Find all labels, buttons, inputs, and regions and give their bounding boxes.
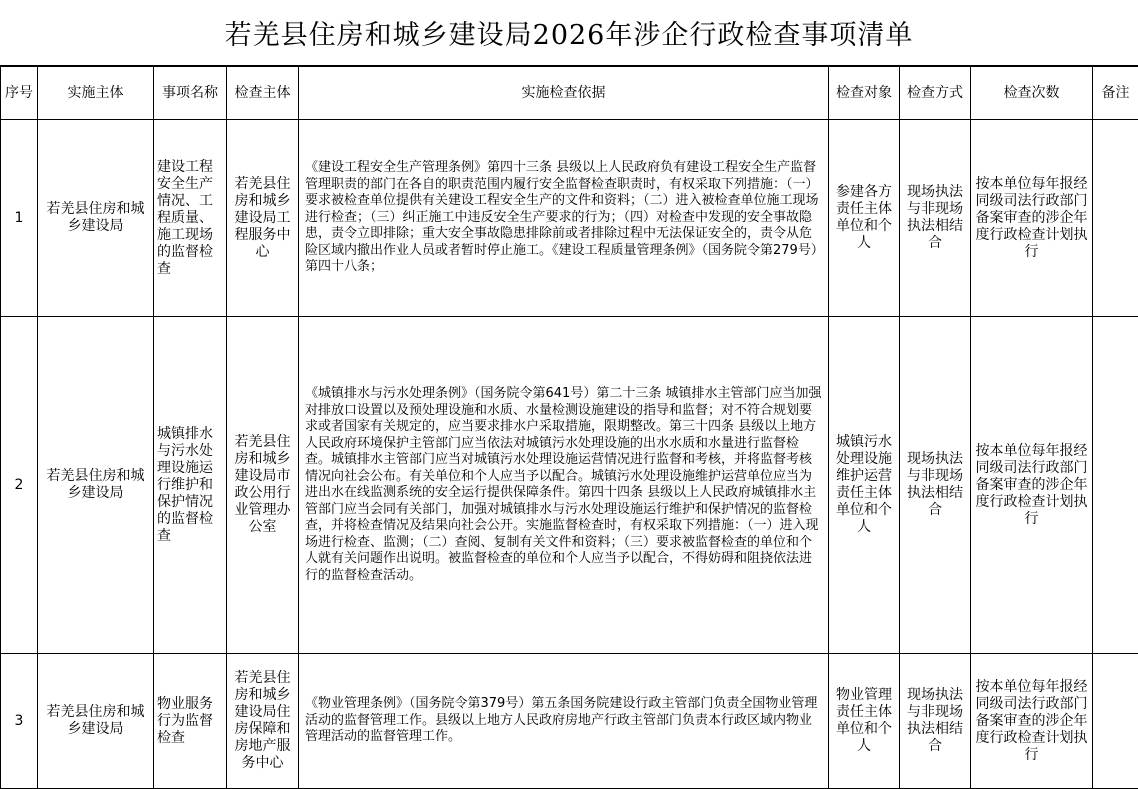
table-row <box>1 317 1138 654</box>
cell-remark <box>1093 317 1138 654</box>
cell-basis: 《城镇排水与污水处理条例》（国务院令第641号）第二十三条 城镇排水主管部门应当加强对排放口设置以及预处理设施和水质、水量检测设施建设的指导和监督；对不符合规划要求或者国家有关规定的，应当要求排水户采取措施，限期整改。第三十四条 县级以上地方人民政府环境保护主管部门应当依法对城镇污水处理设施的出水水质和水量进行监督检查。城镇排水主管部门应当对城镇污水处理设施运营情况进行监督和考核，并将监督考核情况向社会公布。有关单位和个人应当予以配合。城镇污水处理设施维护运营单位应当为进出水在线监测系统的安全运行提供保障条件。第四十四条 县级以上人民政府城镇排水主管部门应当会同有关部门，加强对城镇排水与污水处理设施运行维护和保护情况的监督检查，并将检查情况及结果向社会公开。实施监督检查时，有权采取下列措施：（一）进入现场进行检查、监测；（二）查阅、复制有关文件和资料；（三）要求被监督检查的单位和个人就有关问题作出说明。被监督检查的单位和个人应当予以配合，不得妨碍和阻挠依法进行的监督检查活动。 <box>299 317 829 654</box>
cell-method: 现场执法与非现场执法相结合 <box>900 654 971 789</box>
cell-frequency: 按本单位每年报经同级司法行政部门备案审查的涉企年度行政检查计划执行 <box>971 317 1093 654</box>
header-remark: 备注 <box>1093 67 1138 120</box>
inspection-items-table <box>0 66 1138 789</box>
cell-remark <box>1093 120 1138 317</box>
header-item: 事项名称 <box>154 67 227 120</box>
cell-method: 现场执法与非现场执法相结合 <box>900 120 971 317</box>
header-inspector: 检查主体 <box>227 67 299 120</box>
table-row <box>1 654 1138 789</box>
cell-implementer: 若羌县住房和城乡建设局 <box>38 654 154 789</box>
cell-implementer: 若羌县住房和城乡建设局 <box>38 317 154 654</box>
cell-seq: 3 <box>1 654 38 789</box>
cell-frequency: 按本单位每年报经同级司法行政部门备案审查的涉企年度行政检查计划执行 <box>971 120 1093 317</box>
cell-inspector: 若羌县住房和城乡建设局工程服务中心 <box>227 120 299 317</box>
cell-method: 现场执法与非现场执法相结合 <box>900 317 971 654</box>
cell-basis: 《建设工程安全生产管理条例》第四十三条 县级以上人民政府负有建设工程安全生产监督管理职责的部门在各自的职责范围内履行安全监督检查职责时，有权采取下列措施：（一）要求被检查单位提供有关建设工程安全生产的文件和资料；（二）进入被检查单位施工现场进行检查；（三）纠正施工中违反安全生产要求的行为；（四）对检查中发现的安全事故隐患，责令立即排除；重大安全事故隐患排除前或者排除过程中无法保证安全的，责令从危险区域内撤出作业人员或者暂时停止施工。《建设工程质量管理条例》（国务院令第279号）第四十八条； <box>299 120 829 317</box>
cell-target: 物业管理责任主体单位和个人 <box>829 654 900 789</box>
document-title: 若羌县住房和城乡建设局2026年涉企行政检查事项清单 <box>0 0 1138 66</box>
header-seq: 序号 <box>1 67 38 120</box>
header-target: 检查对象 <box>829 67 900 120</box>
table-header-row <box>1 67 1138 120</box>
table-row <box>1 120 1138 317</box>
cell-remark <box>1093 654 1138 789</box>
cell-target: 参建各方责任主体单位和个人 <box>829 120 900 317</box>
cell-item: 城镇排水与污水处理设施运行维护和保护情况的监督检查 <box>154 317 227 654</box>
header-basis: 实施检查依据 <box>299 67 829 120</box>
cell-seq: 2 <box>1 317 38 654</box>
cell-inspector: 若羌县住房和城乡建设局市政公用行业管理办公室 <box>227 317 299 654</box>
cell-item: 物业服务行为监督检查 <box>154 654 227 789</box>
cell-basis: 《物业管理条例》（国务院令第379号）第五条国务院建设行政主管部门负责全国物业管理活动的监督管理工作。县级以上地方人民政府房地产行政主管部门负责本行政区域内物业管理活动的监督管理工作。 <box>299 654 829 789</box>
cell-inspector: 若羌县住房和城乡建设局住房保障和房地产服务中心 <box>227 654 299 789</box>
header-frequency: 检查次数 <box>971 67 1093 120</box>
header-implementer: 实施主体 <box>38 67 154 120</box>
header-method: 检查方式 <box>900 67 971 120</box>
cell-target: 城镇污水处理设施维护运营责任主体单位和个人 <box>829 317 900 654</box>
cell-item: 建设工程安全生产情况、工程质量、施工现场的监督检查 <box>154 120 227 317</box>
cell-seq: 1 <box>1 120 38 317</box>
cell-implementer: 若羌县住房和城乡建设局 <box>38 120 154 317</box>
cell-frequency: 按本单位每年报经同级司法行政部门备案审查的涉企年度行政检查计划执行 <box>971 654 1093 789</box>
